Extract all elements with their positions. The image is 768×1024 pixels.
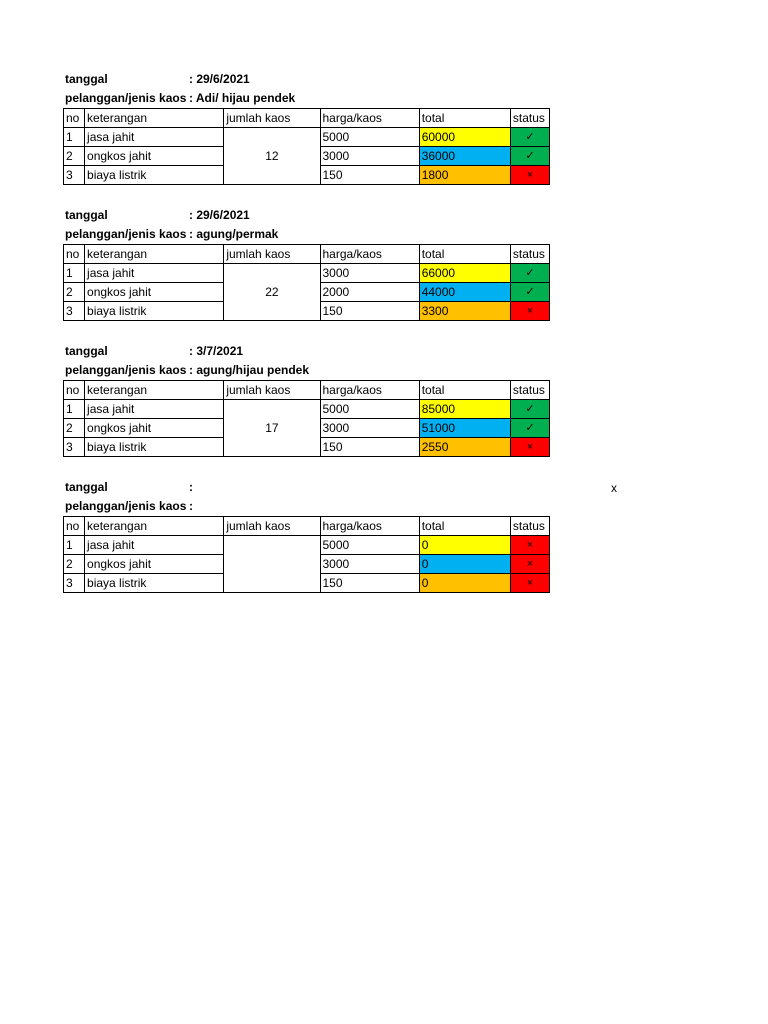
customer-label: pelanggan/jenis kaos	[65, 363, 187, 377]
date-line	[63, 70, 549, 89]
cell-no[interactable]: 3	[64, 302, 85, 321]
header-no[interactable]: no	[64, 381, 85, 400]
date-value: : 29/6/2021	[189, 72, 250, 86]
header-total[interactable]: total	[419, 381, 510, 400]
cell-total[interactable]: 0	[419, 536, 510, 555]
header-keterangan[interactable]: keterangan	[85, 517, 224, 536]
header-jumlah[interactable]: jumlah kaos	[224, 517, 320, 536]
cell-keterangan[interactable]: jasa jahit	[85, 536, 224, 555]
cell-jumlah[interactable]: 17	[224, 400, 320, 457]
cell-no[interactable]: 3	[64, 438, 85, 457]
customer-label: pelanggan/jenis kaos	[65, 499, 187, 513]
date-label: tanggal	[65, 208, 108, 222]
cell-harga[interactable]: 150	[320, 302, 419, 321]
header-total[interactable]: total	[419, 109, 510, 128]
cell-total[interactable]: 66000	[419, 264, 510, 283]
customer-line	[63, 225, 549, 244]
cell-total[interactable]: 3300	[419, 302, 510, 321]
header-jumlah[interactable]: jumlah kaos	[224, 381, 320, 400]
header-no[interactable]: no	[64, 109, 85, 128]
table-header-row	[64, 381, 550, 400]
table-header-row	[64, 109, 550, 128]
date-label: tanggal	[65, 480, 108, 494]
cell-harga[interactable]: 5000	[320, 400, 419, 419]
customer-line	[63, 361, 549, 380]
cell-status[interactable]: ✓	[510, 264, 549, 283]
cell-keterangan[interactable]: ongkos jahit	[85, 283, 224, 302]
cell-no[interactable]: 1	[64, 536, 85, 555]
date-value: : 3/7/2021	[189, 344, 244, 358]
date-line	[63, 342, 549, 361]
cell-status[interactable]: ✓	[510, 147, 549, 166]
header-no[interactable]: no	[64, 245, 85, 264]
cell-harga[interactable]: 3000	[320, 147, 419, 166]
cell-harga[interactable]: 5000	[320, 128, 419, 147]
cell-total[interactable]: 51000	[419, 419, 510, 438]
header-status[interactable]: status	[510, 517, 549, 536]
cell-status[interactable]: ×	[510, 302, 549, 321]
cell-keterangan[interactable]: jasa jahit	[85, 400, 224, 419]
date-line	[63, 206, 549, 225]
table-row	[64, 536, 550, 555]
cost-table	[63, 244, 550, 321]
cell-harga[interactable]: 3000	[320, 555, 419, 574]
header-harga[interactable]: harga/kaos	[320, 245, 419, 264]
table-header-row	[64, 517, 550, 536]
cell-keterangan[interactable]: jasa jahit	[85, 264, 224, 283]
header-total[interactable]: total	[419, 245, 510, 264]
header-no[interactable]: no	[64, 517, 85, 536]
cell-jumlah[interactable]: 22	[224, 264, 320, 321]
cell-total[interactable]: 0	[419, 555, 510, 574]
cell-status[interactable]: ✓	[510, 419, 549, 438]
cell-status[interactable]: ✓	[510, 128, 549, 147]
cell-keterangan[interactable]: biaya listrik	[85, 302, 224, 321]
invoice-block-3	[63, 342, 549, 457]
date-label: tanggal	[65, 72, 108, 86]
invoice-block-1	[63, 70, 549, 185]
cost-table	[63, 516, 550, 593]
cell-no[interactable]: 3	[64, 574, 85, 593]
date-line	[63, 478, 549, 497]
customer-value: : agung/hijau pendek	[189, 363, 310, 377]
table-header-row	[64, 245, 550, 264]
cell-harga[interactable]: 3000	[320, 419, 419, 438]
header-status[interactable]: status	[510, 245, 549, 264]
customer-line	[63, 89, 549, 108]
cell-keterangan[interactable]: biaya listrik	[85, 574, 224, 593]
customer-label: pelanggan/jenis kaos	[65, 91, 187, 105]
stray-cell-mark[interactable]: x	[611, 481, 617, 495]
cell-keterangan[interactable]: ongkos jahit	[85, 555, 224, 574]
header-keterangan[interactable]: keterangan	[85, 245, 224, 264]
customer-value: : agung/permak	[189, 227, 279, 241]
cell-no[interactable]: 1	[64, 128, 85, 147]
cell-total[interactable]: 85000	[419, 400, 510, 419]
invoice-block-4	[63, 478, 549, 593]
cell-no[interactable]: 2	[64, 419, 85, 438]
date-label: tanggal	[65, 344, 108, 358]
cell-keterangan[interactable]: biaya listrik	[85, 438, 224, 457]
cell-status[interactable]: ✓	[510, 400, 549, 419]
cost-table	[63, 108, 550, 185]
customer-value: :	[189, 499, 193, 513]
cell-total[interactable]: 36000	[419, 147, 510, 166]
cell-harga[interactable]: 150	[320, 438, 419, 457]
header-jumlah[interactable]: jumlah kaos	[224, 109, 320, 128]
header-keterangan[interactable]: keterangan	[85, 381, 224, 400]
cell-keterangan[interactable]: jasa jahit	[85, 128, 224, 147]
header-harga[interactable]: harga/kaos	[320, 381, 419, 400]
cell-no[interactable]: 2	[64, 283, 85, 302]
header-status[interactable]: status	[510, 109, 549, 128]
cell-total[interactable]: 2550	[419, 438, 510, 457]
cell-total[interactable]: 1800	[419, 166, 510, 185]
customer-value: : Adi/ hijau pendek	[189, 91, 296, 105]
cell-no[interactable]: 1	[64, 400, 85, 419]
customer-label: pelanggan/jenis kaos	[65, 227, 187, 241]
table-row	[64, 264, 550, 283]
cell-harga[interactable]: 2000	[320, 283, 419, 302]
header-total[interactable]: total	[419, 517, 510, 536]
cell-status[interactable]: ×	[510, 166, 549, 185]
header-keterangan[interactable]: keterangan	[85, 109, 224, 128]
cell-harga[interactable]: 3000	[320, 264, 419, 283]
cell-no[interactable]: 3	[64, 166, 85, 185]
cell-jumlah[interactable]: 12	[224, 128, 320, 185]
table-row	[64, 128, 550, 147]
cell-jumlah[interactable]	[224, 536, 320, 593]
cell-harga[interactable]: 150	[320, 166, 419, 185]
cell-no[interactable]: 2	[64, 147, 85, 166]
header-jumlah[interactable]: jumlah kaos	[224, 245, 320, 264]
cell-status[interactable]: ×	[510, 536, 549, 555]
cell-harga[interactable]: 150	[320, 574, 419, 593]
customer-line	[63, 497, 549, 516]
cell-keterangan[interactable]: ongkos jahit	[85, 147, 224, 166]
cell-status[interactable]: ×	[510, 438, 549, 457]
invoice-block-2	[63, 206, 549, 321]
cost-table	[63, 380, 550, 457]
header-harga[interactable]: harga/kaos	[320, 517, 419, 536]
cell-no[interactable]: 1	[64, 264, 85, 283]
cell-no[interactable]: 2	[64, 555, 85, 574]
cell-total[interactable]: 60000	[419, 128, 510, 147]
header-status[interactable]: status	[510, 381, 549, 400]
cell-status[interactable]: ×	[510, 555, 549, 574]
cell-status[interactable]: ×	[510, 574, 549, 593]
cell-total[interactable]: 44000	[419, 283, 510, 302]
cell-total[interactable]: 0	[419, 574, 510, 593]
date-value: :	[189, 480, 193, 494]
cell-harga[interactable]: 5000	[320, 536, 419, 555]
header-harga[interactable]: harga/kaos	[320, 109, 419, 128]
date-value: : 29/6/2021	[189, 208, 250, 222]
cell-keterangan[interactable]: biaya listrik	[85, 166, 224, 185]
table-row	[64, 400, 550, 419]
cell-keterangan[interactable]: ongkos jahit	[85, 419, 224, 438]
cell-status[interactable]: ✓	[510, 283, 549, 302]
